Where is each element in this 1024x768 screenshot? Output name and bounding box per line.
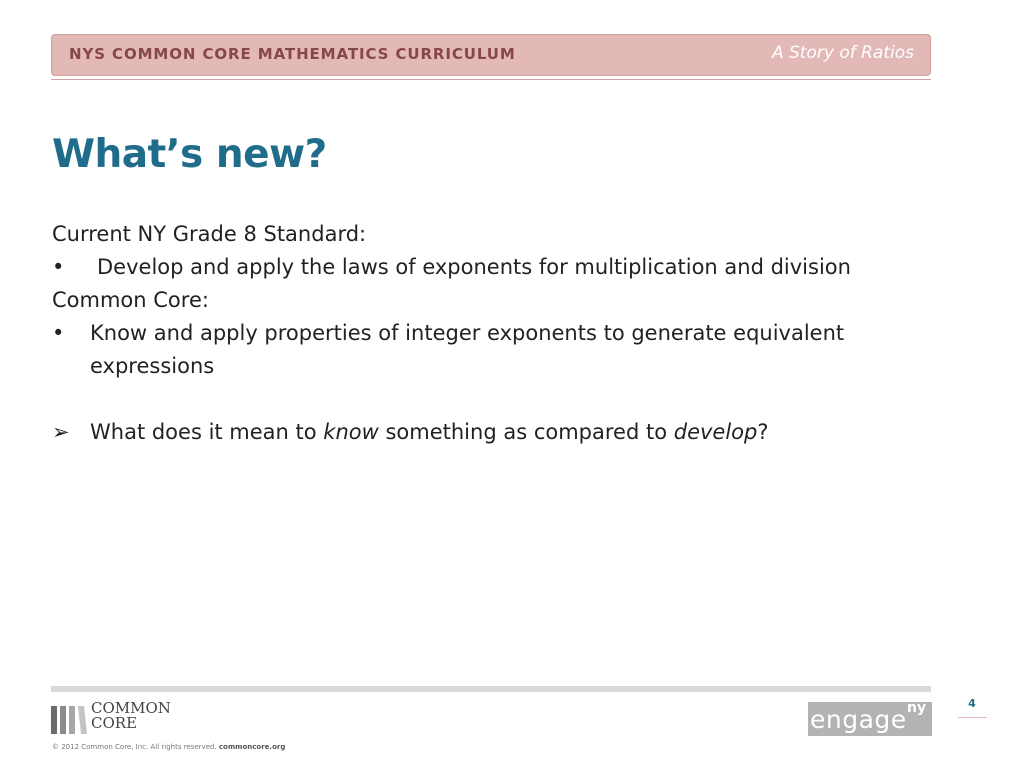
logo-line-2: CORE xyxy=(91,714,138,732)
copyright-link: commoncore.org xyxy=(218,743,286,751)
engage-superscript: ny xyxy=(907,700,927,716)
footer-divider xyxy=(51,686,931,692)
current-standard-bullet xyxy=(52,251,952,284)
slide-body xyxy=(52,218,952,449)
common-core-bars-icon xyxy=(51,706,87,734)
header-divider xyxy=(51,79,931,80)
question-part-3: ? xyxy=(757,420,769,444)
common-core-bullet xyxy=(52,317,952,383)
arrow-bullet-icon: ➢ xyxy=(52,420,70,444)
emphasis-know: know xyxy=(323,420,379,444)
logo-line-1: COMMON xyxy=(91,699,171,717)
copyright-text: © 2012 Common Core, Inc. All rights reserved. xyxy=(52,743,219,751)
bullet-glyph: • xyxy=(52,321,65,345)
copyright-notice xyxy=(52,743,285,751)
engage-word: engage xyxy=(810,705,907,734)
current-standard-label: Current NY Grade 8 Standard: xyxy=(52,222,367,246)
slide-title: What’s new? xyxy=(52,132,327,177)
common-core-label: Common Core: xyxy=(52,288,209,312)
common-core-wordmark xyxy=(91,701,211,731)
common-core-text: Know and apply properties of integer exponents to generate equivalent expressions xyxy=(90,321,845,378)
question-item xyxy=(52,416,952,449)
question-text xyxy=(90,416,952,449)
module-subtitle: A Story of Ratios xyxy=(771,43,914,63)
question-part-2: something as compared to xyxy=(378,420,674,444)
emphasis-develop: develop xyxy=(673,420,758,444)
header-bar xyxy=(51,34,931,76)
page-number: 4 xyxy=(968,697,976,710)
spacer xyxy=(52,383,952,416)
question-part-1: What does it mean to xyxy=(90,420,324,444)
bullet-glyph: • xyxy=(52,255,65,279)
engageny-logo xyxy=(808,702,932,736)
curriculum-title: NYS COMMON CORE MATHEMATICS CURRICULUM xyxy=(69,45,516,63)
page-number-underline xyxy=(958,717,987,718)
current-standard-text: Develop and apply the laws of exponents for multiplication and division xyxy=(97,255,851,279)
